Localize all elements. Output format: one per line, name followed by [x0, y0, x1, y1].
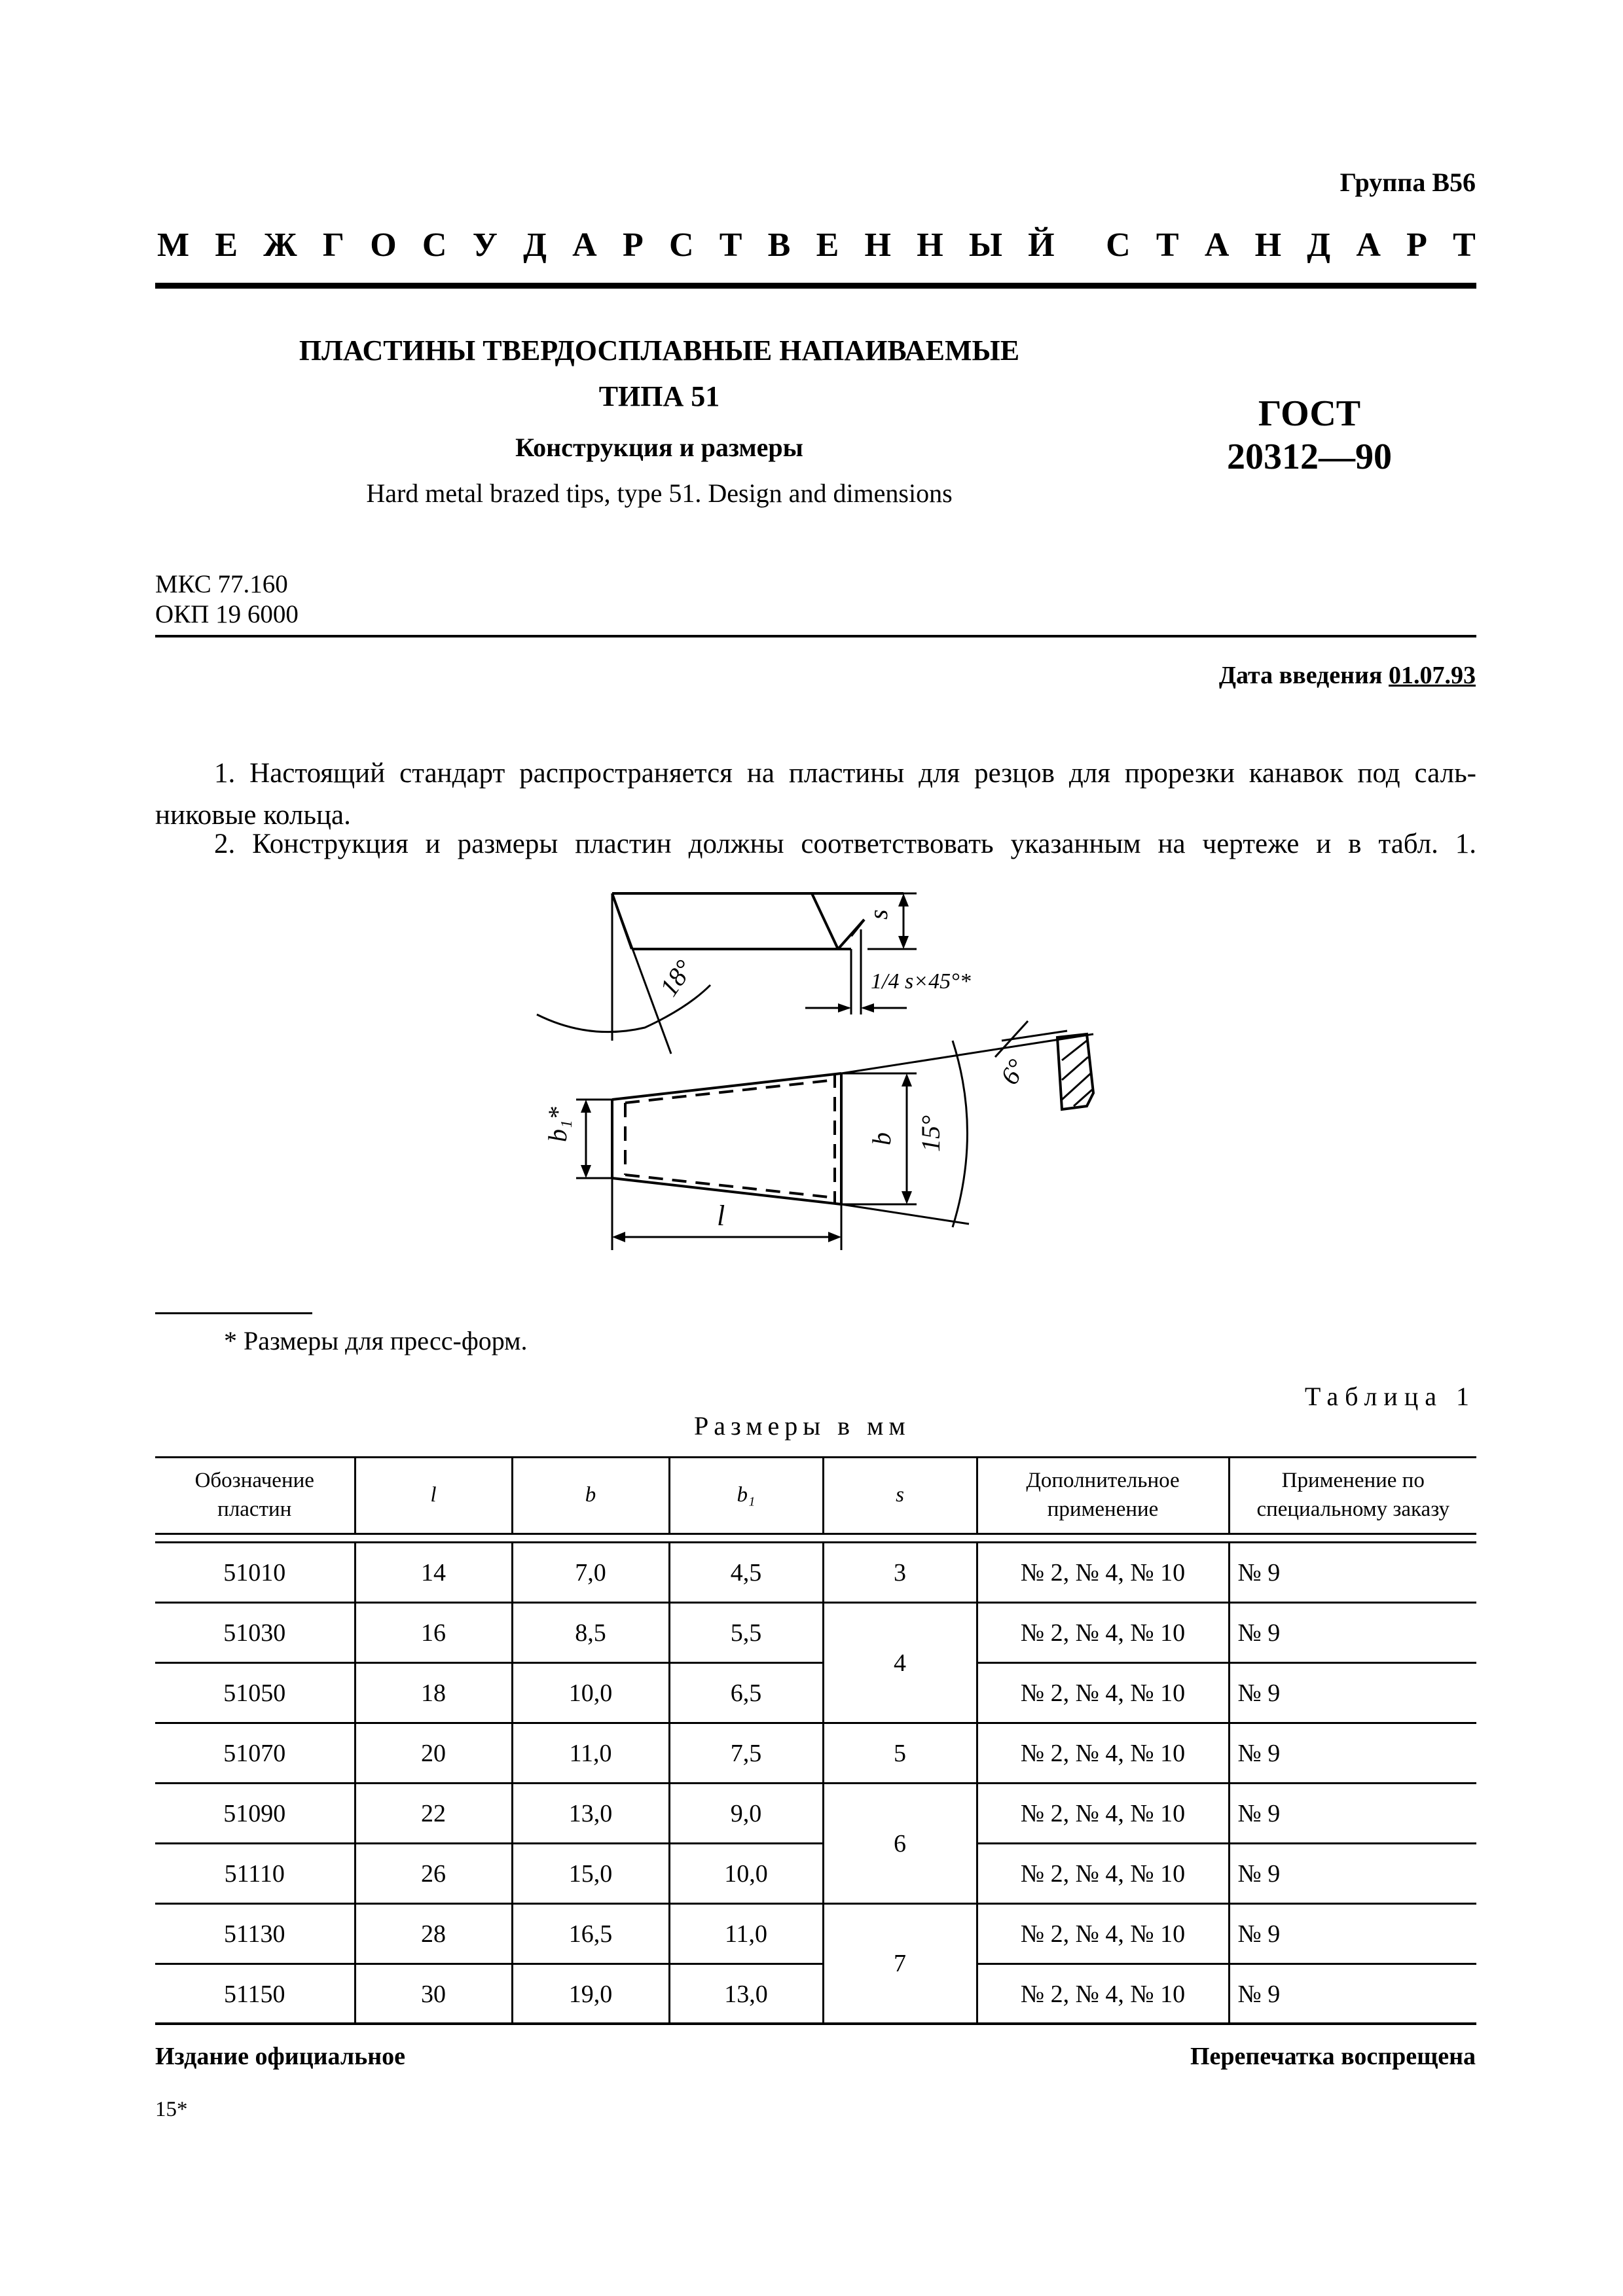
cell-b1: 9,0 [669, 1784, 823, 1844]
heading-letter: Т [1453, 226, 1476, 264]
angle-18-label: 18° [653, 954, 699, 1002]
header-designation: Обозначение пластин [155, 1456, 355, 1534]
heading-letter: Г [322, 226, 344, 264]
table-row [155, 1964, 1476, 2024]
cell-l: 16 [355, 1603, 512, 1663]
heading-letter: Д [523, 226, 547, 264]
angle-15-label: 15° [916, 1115, 945, 1152]
b1-label: b₁* [543, 1107, 572, 1142]
title-line-1: ПЛАСТИНЫ ТВЕРДОСПЛАВНЫЕ НАПАИВАЕМЫЕ [299, 334, 1020, 367]
header-extra-use: Дополнительное применение [977, 1456, 1229, 1534]
footnote: * Размеры для пресс-форм. [224, 1326, 528, 1355]
footnote-rule [155, 1312, 312, 1314]
cell-extra: № 2, № 4, № 10 [977, 1784, 1229, 1844]
b-label: b [867, 1132, 896, 1145]
table-row [155, 1844, 1476, 1904]
cell-extra: № 2, № 4, № 10 [977, 1663, 1229, 1723]
official-edition: Издание официальное [155, 2043, 406, 2070]
codes-rule [155, 635, 1476, 637]
cell-l: 26 [355, 1844, 512, 1904]
paragraph-1-line-2: никовые кольца. [155, 800, 351, 831]
heading-letter: Т [719, 226, 742, 264]
introduction-date [1219, 661, 1476, 690]
cell-special: № 9 [1229, 1784, 1476, 1844]
cell-b1: 5,5 [669, 1603, 823, 1663]
footer-rule [155, 2022, 1476, 2025]
table-row [155, 1603, 1476, 1663]
header-special-order: Применение по специальному заказу [1229, 1456, 1476, 1534]
cell-b1: 6,5 [669, 1663, 823, 1723]
cell-l: 22 [355, 1784, 512, 1844]
cell-b: 16,5 [512, 1904, 669, 1964]
cell-special: № 9 [1229, 1543, 1476, 1603]
heading-letter: Й [1028, 226, 1055, 264]
cell-b: 8,5 [512, 1603, 669, 1663]
date-value: 01.07.93 [1389, 662, 1476, 689]
cell-code: 51090 [155, 1784, 355, 1844]
paragraph-2: 2. Конструкция и размеры пластин должны соответствовать указанным на чертеже и в табл. 1. [214, 829, 1476, 859]
table-label: Таблица 1 [1304, 1382, 1476, 1411]
interstate-standard-heading [157, 226, 1476, 264]
cell-extra: № 2, № 4, № 10 [977, 1543, 1229, 1603]
cell-special: № 9 [1237, 1980, 1281, 2008]
heading-letter: А [1204, 226, 1230, 264]
cell-l: 28 [355, 1904, 512, 1964]
heading-letter: Р [1406, 226, 1427, 264]
cell-extra: № 2, № 4, № 10 [977, 1723, 1229, 1784]
gost-label: ГОСТ [1258, 393, 1361, 434]
table-row [155, 1543, 1476, 1603]
cell-special: № 9 [1229, 1723, 1476, 1784]
mks-code: МКС 77.160 [155, 570, 288, 598]
heading-letter: С [422, 226, 447, 264]
cell-special: № 9 [1229, 1663, 1476, 1723]
cell-s: 6 [823, 1784, 977, 1904]
cell-l: 30 [355, 1964, 512, 2024]
angle-6-label: 6° [994, 1054, 1032, 1090]
heading-letter: Н [1254, 226, 1282, 264]
cell-extra: № 2, № 4, № 10 [977, 1964, 1229, 2024]
cell-b: 11,0 [512, 1723, 669, 1784]
table-units-note: Размеры в мм [694, 1411, 911, 1441]
top-view [537, 893, 917, 1054]
chamfer-label: 1/4 s×45°* [871, 969, 971, 994]
heading-letter: Н [864, 226, 891, 264]
cell-b: 13,0 [512, 1784, 669, 1844]
cell-s: 3 [823, 1543, 977, 1603]
header-b: b [512, 1456, 669, 1534]
header-b1: b₁ [669, 1456, 823, 1534]
heading-letter: М [157, 226, 190, 264]
cell-b: 19,0 [512, 1964, 669, 2024]
header-rule [155, 283, 1476, 289]
cell-code: 51050 [155, 1663, 355, 1723]
heading-letter: С [1106, 226, 1131, 264]
cell-s: 7 [823, 1904, 977, 2024]
okp-code: ОКП 19 6000 [155, 600, 299, 628]
heading-letter: Е [816, 226, 839, 264]
cell-l: 14 [355, 1543, 512, 1603]
cell-extra: № 2, № 4, № 10 [977, 1844, 1229, 1904]
heading-letter: Т [1156, 226, 1179, 264]
date-label: Дата введения [1218, 662, 1383, 689]
cell-b1: 13,0 [669, 1964, 823, 2024]
title-line-2: ТИПА 51 [598, 380, 720, 412]
header-l: l [355, 1456, 512, 1534]
heading-letter: Р [622, 226, 644, 264]
table-row [155, 1904, 1476, 1964]
cell-special: № 9 [1229, 1844, 1476, 1904]
gost-number: 20312—90 [1227, 437, 1392, 477]
cell-b1: 11,0 [669, 1904, 823, 1964]
cell-code: 51070 [155, 1723, 355, 1784]
group-code: Группа В56 [1340, 168, 1476, 197]
reprint-prohibited: Перепечатка воспрещена [1190, 2043, 1476, 2070]
cell-s: 4 [823, 1603, 977, 1723]
tip-drawing [524, 884, 1126, 1276]
s-label: s [864, 909, 893, 920]
heading-letter: А [572, 226, 597, 264]
title-line-3: Конструкция и размеры [515, 433, 803, 462]
header-s: s [823, 1456, 977, 1534]
cell-code: 51010 [155, 1543, 355, 1603]
cell-extra: № 2, № 4, № 10 [977, 1904, 1229, 1964]
title-english: Hard metal brazed tips, type 51. Design and dimensions [366, 478, 953, 508]
cell-b: 15,0 [512, 1844, 669, 1904]
table-row [155, 1663, 1476, 1723]
table-row [155, 1723, 1476, 1784]
cell-b: 7,0 [512, 1543, 669, 1603]
heading-letter: В [767, 226, 791, 264]
cell-code: 51110 [155, 1844, 355, 1904]
cell-b1: 4,5 [669, 1543, 823, 1603]
heading-letter: У [472, 226, 498, 264]
cell-code: 51130 [155, 1904, 355, 1964]
l-label: l [717, 1200, 725, 1232]
heading-letter: А [1356, 226, 1381, 264]
cell-code: 51150 [155, 1964, 355, 2024]
table-row [155, 1784, 1476, 1844]
cell-b1: 10,0 [669, 1844, 823, 1904]
heading-letter: С [668, 226, 694, 264]
cell-b: 10,0 [512, 1663, 669, 1723]
cell-special: № 9 [1229, 1603, 1476, 1663]
page-number: 15* [155, 2098, 188, 2121]
cell-code: 51030 [155, 1603, 355, 1663]
cell-l: 18 [355, 1663, 512, 1723]
heading-letter: Е [215, 226, 238, 264]
heading-letter: Д [1307, 226, 1331, 264]
heading-letter: О [370, 226, 397, 264]
heading-letter: Ж [263, 226, 297, 264]
cell-special: № 9 [1229, 1904, 1476, 1964]
heading-letter: Ы [968, 226, 1002, 264]
cell-l: 20 [355, 1723, 512, 1784]
paragraph-1-line-1: 1. Настоящий стандарт распространяется на пластины для резцов для прорезки канавок под саль- [214, 758, 1476, 789]
cell-b1: 7,5 [669, 1723, 823, 1784]
heading-letter: Н [917, 226, 943, 264]
cell-extra: № 2, № 4, № 10 [977, 1603, 1229, 1663]
dimensions-table [155, 1456, 1476, 2024]
cell-s: 5 [823, 1723, 977, 1784]
